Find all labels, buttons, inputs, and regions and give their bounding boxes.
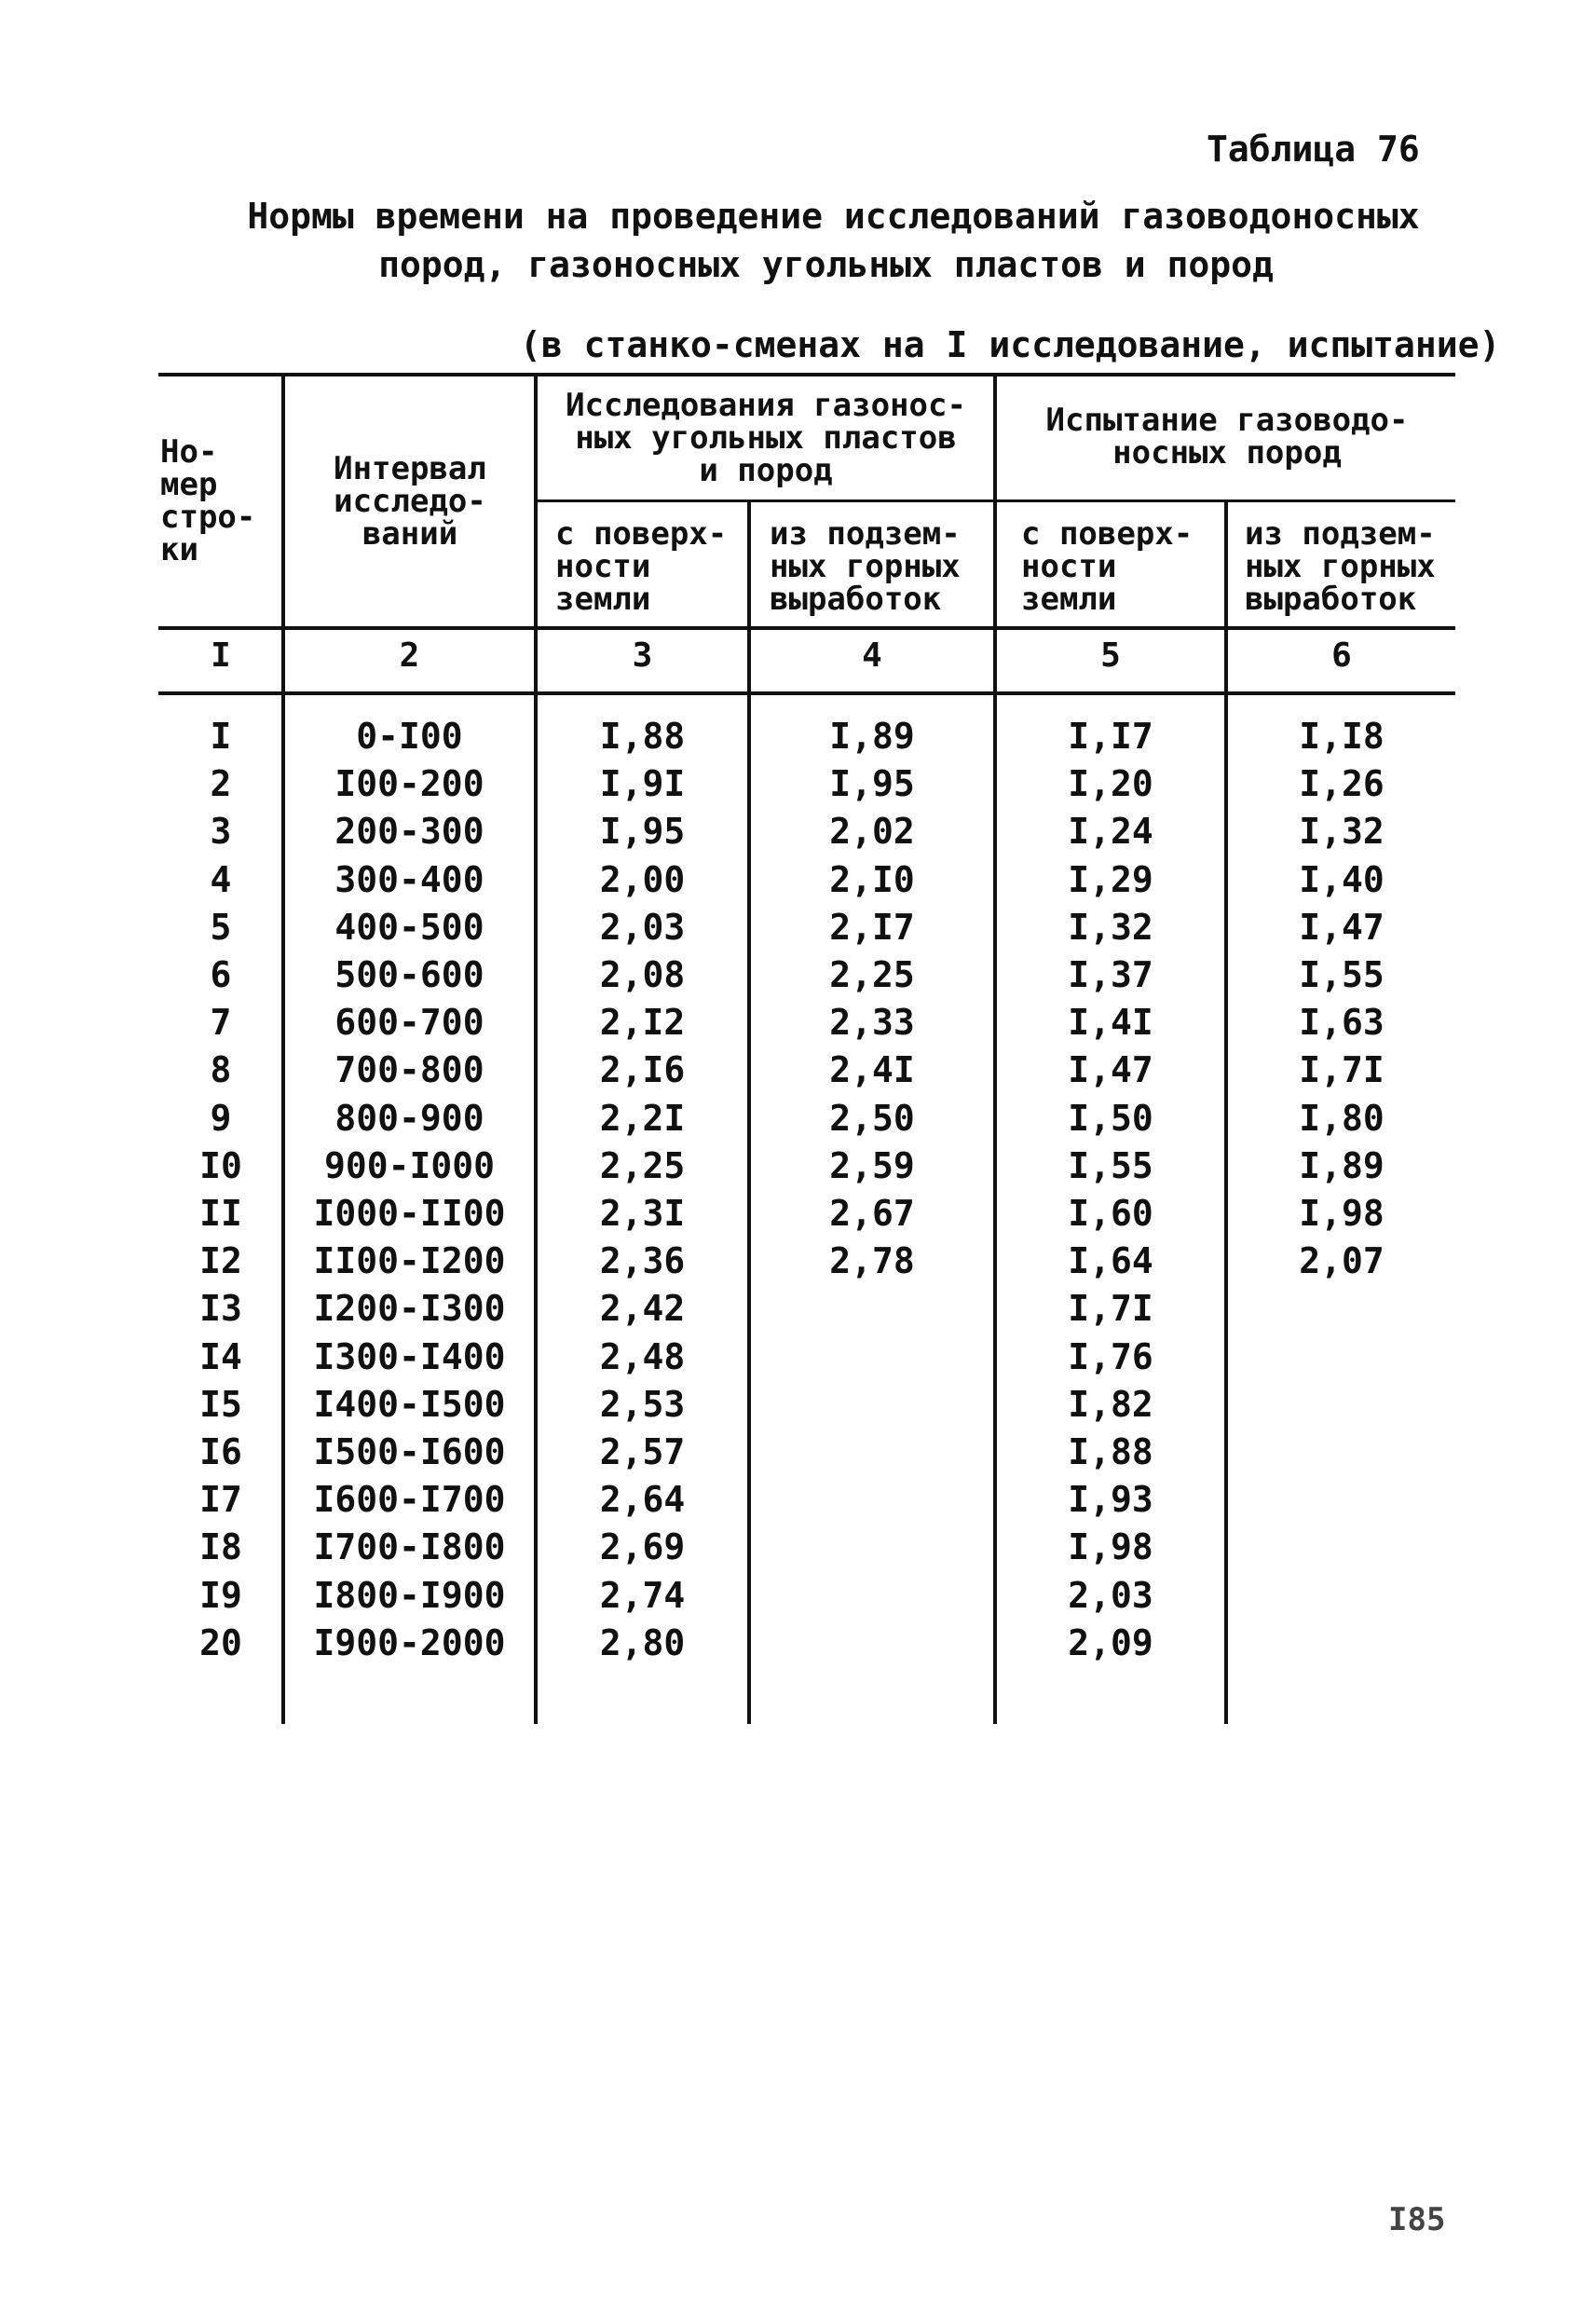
cell-surface-research: 2,57: [599, 1431, 686, 1472]
cell-underground-test: I,40: [1299, 859, 1385, 900]
cell-surface-test: I,60: [1068, 1193, 1153, 1234]
cell-interval: I300-I400: [313, 1336, 506, 1377]
column-number-3: 3: [632, 636, 653, 675]
cell-interval: 900-I000: [323, 1145, 496, 1186]
cell-interval: 600-700: [334, 1002, 484, 1043]
cell-surface-research: 2,I6: [599, 1049, 686, 1090]
cell-surface-test: I,55: [1068, 1145, 1153, 1186]
cell-surface-test: I,4I: [1068, 1002, 1153, 1043]
cell-underground-test: I,80: [1299, 1098, 1385, 1139]
cell-surface-research: 2,80: [599, 1622, 686, 1663]
column-number-2: 2: [399, 636, 420, 675]
cell-surface-research: 2,08: [599, 954, 686, 995]
header-surface-1: с поверх- ности земли: [555, 515, 728, 618]
cell-underground-test: I,32: [1299, 811, 1385, 852]
cell-surface-research: 2,69: [599, 1526, 686, 1567]
cell-surface-test: I,64: [1068, 1240, 1153, 1281]
cell-surface-research: 2,25: [599, 1145, 686, 1186]
cell-interval: I800-I900: [313, 1575, 506, 1616]
cell-underground-test: 2,07: [1299, 1240, 1385, 1281]
cell-underground-test: I,89: [1299, 1145, 1385, 1186]
cell-underground-test: I,I8: [1299, 716, 1385, 757]
cell-surface-test: I,7I: [1068, 1288, 1153, 1329]
header-row-number: Но- мер стро- ки: [160, 433, 256, 568]
cell-row-number: 4: [210, 859, 232, 900]
cell-surface-test: I,50: [1068, 1098, 1153, 1139]
cell-row-number: 7: [210, 1002, 232, 1043]
cell-interval: I500-I600: [313, 1431, 506, 1472]
cell-interval: 800-900: [334, 1098, 484, 1139]
cell-underground-research: 2,50: [829, 1098, 915, 1139]
cell-row-number: I8: [199, 1526, 242, 1567]
cell-surface-research: 2,48: [599, 1336, 686, 1377]
cell-row-number: I7: [199, 1479, 242, 1520]
cell-row-number: 5: [210, 907, 232, 948]
column-number-4: 4: [862, 636, 882, 675]
cell-surface-research: 2,I2: [599, 1002, 686, 1043]
cell-surface-test: I,29: [1068, 859, 1153, 900]
page-number: I85: [1388, 2201, 1446, 2238]
cell-interval: I00-200: [334, 763, 484, 804]
column-divider-4: [993, 373, 997, 1724]
cell-underground-research: 2,I7: [829, 907, 915, 948]
cell-surface-test: I,82: [1068, 1384, 1153, 1425]
cell-interval: 200-300: [334, 811, 484, 852]
cell-underground-research: I,89: [829, 716, 915, 757]
cell-underground-research: 2,4I: [829, 1049, 915, 1090]
header-bottom-rule: [158, 626, 1455, 630]
cell-surface-test: I,32: [1068, 907, 1153, 948]
cell-underground-test: I,63: [1299, 1002, 1385, 1043]
cell-surface-research: 2,64: [599, 1479, 686, 1520]
cell-interval: 700-800: [334, 1049, 484, 1090]
table-title-line-1: Нормы времени на проведение исследований газоводоносных: [247, 196, 1420, 237]
cell-underground-research: 2,25: [829, 954, 915, 995]
cell-surface-test: 2,09: [1068, 1622, 1153, 1663]
header-underground-1: из подзем- ных горных выработок: [770, 515, 961, 618]
cell-underground-test: I,55: [1299, 954, 1385, 995]
cell-underground-research: 2,67: [829, 1193, 915, 1234]
cell-interval: 500-600: [334, 954, 484, 995]
cell-surface-research: I,88: [599, 716, 686, 757]
cell-interval: 400-500: [334, 907, 484, 948]
cell-surface-test: I,20: [1068, 763, 1153, 804]
cell-surface-test: I,47: [1068, 1049, 1153, 1090]
column-divider-1: [281, 373, 285, 1724]
cell-row-number: I3: [199, 1288, 242, 1329]
cell-surface-test: I,24: [1068, 811, 1153, 852]
cell-surface-research: 2,00: [599, 859, 686, 900]
cell-surface-test: I,88: [1068, 1431, 1153, 1472]
cell-underground-research: 2,I0: [829, 859, 915, 900]
cell-underground-research: 2,02: [829, 811, 915, 852]
cell-underground-test: I,98: [1299, 1193, 1385, 1234]
cell-surface-test: I,93: [1068, 1479, 1153, 1520]
cell-row-number: 8: [210, 1049, 232, 1090]
cell-row-number: I5: [199, 1384, 242, 1425]
cell-underground-research: 2,59: [829, 1145, 915, 1186]
column-divider-2: [534, 373, 538, 1724]
cell-surface-research: 2,03: [599, 907, 686, 948]
cell-row-number: I: [210, 716, 232, 757]
cell-surface-test: I,76: [1068, 1336, 1153, 1377]
cell-interval: I000-II00: [313, 1193, 506, 1234]
cell-interval: I900-2000: [313, 1622, 506, 1663]
cell-surface-test: 2,03: [1068, 1575, 1153, 1616]
header-group-coal-seam-research: Исследования газонос- ных угольных пластов и пород: [566, 387, 966, 489]
cell-surface-research: I,9I: [599, 763, 686, 804]
cell-surface-research: 2,3I: [599, 1193, 686, 1234]
column-number-rule: [158, 691, 1455, 695]
cell-interval: I400-I500: [313, 1384, 506, 1425]
header-group-gas-water-testing: Испытание газоводо- носных пород: [1045, 402, 1409, 472]
cell-interval: 300-400: [334, 859, 484, 900]
cell-row-number: II: [199, 1193, 242, 1234]
cell-row-number: 20: [199, 1622, 242, 1663]
cell-row-number: 3: [210, 811, 232, 852]
column-number-6: 6: [1331, 636, 1352, 675]
header-surface-2: с поверх- ности земли: [1021, 515, 1194, 618]
table-label: Таблица 76: [1207, 129, 1420, 170]
cell-row-number: I0: [199, 1145, 242, 1186]
cell-surface-research: 2,2I: [599, 1098, 686, 1139]
cell-interval: I200-I300: [313, 1288, 506, 1329]
cell-row-number: I2: [199, 1240, 242, 1281]
column-number-5: 5: [1100, 636, 1121, 675]
table-title-line-2: пород, газоносных угольных пластов и пород: [378, 244, 1274, 285]
cell-row-number: 6: [210, 954, 232, 995]
header-underground-2: из подзем- ных горных выработок: [1245, 515, 1436, 618]
cell-underground-research: I,95: [829, 763, 915, 804]
cell-surface-research: 2,53: [599, 1384, 686, 1425]
table-top-rule: [158, 373, 1455, 376]
cell-row-number: 9: [210, 1098, 232, 1139]
cell-underground-research: 2,33: [829, 1002, 915, 1043]
cell-surface-test: I,I7: [1068, 716, 1153, 757]
cell-interval: I700-I800: [313, 1526, 506, 1567]
cell-underground-test: I,47: [1299, 907, 1385, 948]
cell-row-number: I4: [199, 1336, 242, 1377]
cell-interval: 0-I00: [356, 716, 463, 757]
units-note: (в станко-сменах на I исследование, испытание): [520, 324, 1501, 365]
cell-underground-research: 2,78: [829, 1240, 915, 1281]
cell-surface-research: I,95: [599, 811, 686, 852]
cell-row-number: I9: [199, 1575, 242, 1616]
cell-row-number: I6: [199, 1431, 242, 1472]
cell-surface-test: I,98: [1068, 1526, 1153, 1567]
cell-interval: II00-I200: [313, 1240, 506, 1281]
header-interval: Интервал исследо- ваний: [334, 450, 486, 553]
cell-underground-test: I,7I: [1299, 1049, 1385, 1090]
cell-surface-test: I,37: [1068, 954, 1153, 995]
cell-underground-test: I,26: [1299, 763, 1385, 804]
cell-row-number: 2: [210, 763, 232, 804]
cell-surface-research: 2,74: [599, 1575, 686, 1616]
column-number-1: I: [211, 636, 231, 675]
cell-interval: I600-I700: [313, 1479, 506, 1520]
cell-surface-research: 2,42: [599, 1288, 686, 1329]
cell-surface-research: 2,36: [599, 1240, 686, 1281]
